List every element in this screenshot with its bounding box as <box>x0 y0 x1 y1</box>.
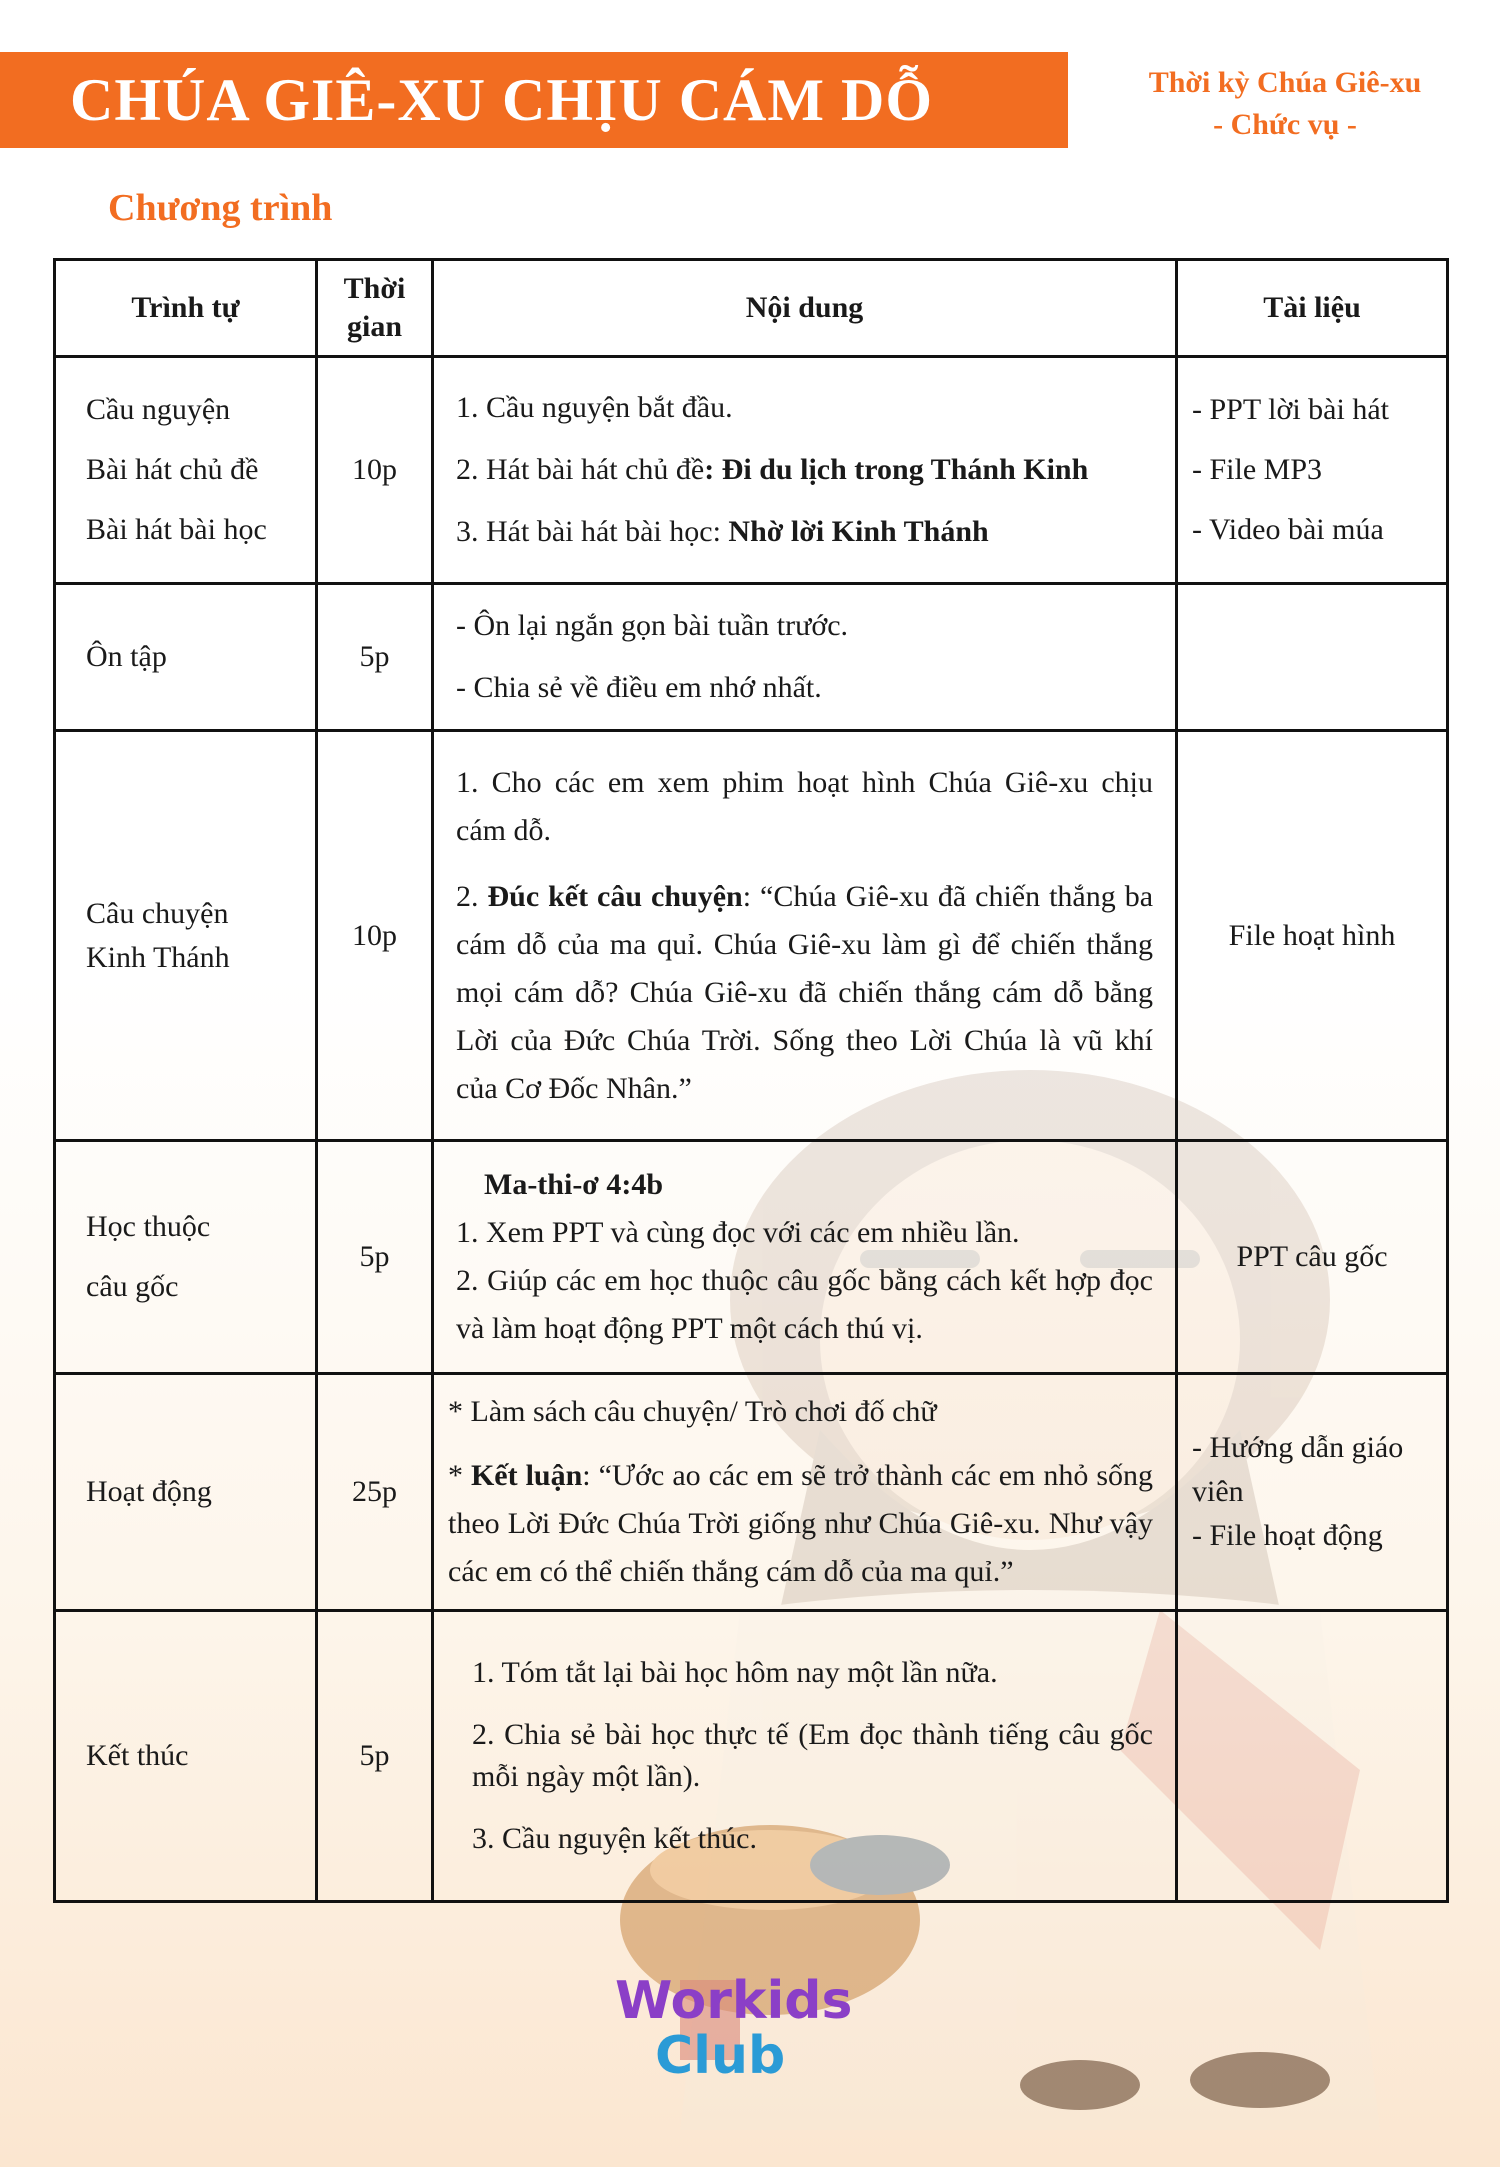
content-cell <box>433 1141 1177 1374</box>
resources-cell <box>1177 357 1448 584</box>
table-row <box>55 1611 1448 1902</box>
order-line: Câu chuyện <box>86 896 229 930</box>
content-text: : “Ước ao các em sẽ trở thành các em nhỏ sống theo Lời Đức Chúa Trời giống như Chúa Giê-xu. Như vậy các em có thể chiến thắng cám dỗ của ma quỉ.” <box>448 1459 1153 1588</box>
order-cell <box>55 357 317 584</box>
content-paragraph: * Làm sách câu chuyện/ Trò chơi đố chữ <box>448 1395 937 1428</box>
resources-cell <box>1177 1611 1448 1902</box>
content-line: - Chia sẻ về điều em nhớ nhất. <box>456 671 822 704</box>
order-line: Bài hát bài học <box>86 513 267 546</box>
order-line: Kết thúc <box>86 1739 189 1772</box>
table-row <box>55 357 1448 584</box>
time-cell: 10p <box>317 731 433 1141</box>
content-bold: Kết luận <box>470 1459 583 1492</box>
order-line: Cầu nguyện <box>86 393 231 426</box>
resources-cell <box>1177 1141 1448 1374</box>
order-line: Ôn tập <box>86 640 167 673</box>
content-line <box>456 439 1153 501</box>
content-paragraph: 2. Chia sẻ bài học thực tế (Em đọc thành tiếng câu gốc mỗi ngày một lần). <box>472 1718 1153 1793</box>
content-cell <box>433 584 1177 731</box>
order-cell <box>55 584 317 731</box>
header-time-text: Thời gian <box>343 272 406 343</box>
content-cell <box>433 731 1177 1141</box>
header-resources: Tài liệu <box>1177 260 1448 357</box>
table-row <box>55 1374 1448 1611</box>
order-line: câu gốc <box>86 1270 179 1303</box>
header-time <box>317 260 433 357</box>
order-cell <box>55 1374 317 1611</box>
table-header-row <box>55 260 1448 357</box>
content-line <box>456 501 1153 563</box>
content-paragraph: 1. Cho các em xem phim hoạt hình Chúa Giê-xu chịu cám dỗ. <box>456 765 1153 847</box>
resource-item: - Video bài múa <box>1192 513 1384 546</box>
content-bold: Đúc kết câu chuyện <box>487 879 743 913</box>
title-banner <box>0 52 1068 148</box>
logo-text-line-1: Workids <box>615 1971 853 2031</box>
content-cell <box>433 1611 1177 1902</box>
content-cell <box>433 357 1177 584</box>
table-row <box>55 1141 1448 1374</box>
section-title: Chương trình <box>108 187 333 229</box>
content-paragraph: 2. Giúp các em học thuộc câu gốc bằng cách kết hợp đọc và làm hoạt động PPT một cách thú vị. <box>456 1264 1153 1345</box>
memory-verse-ref: Ma-thi-ơ 4:4b <box>484 1168 664 1201</box>
series-line-2: - Chức vụ - <box>1213 108 1357 141</box>
time-cell: 5p <box>317 584 433 731</box>
content-text: 2. <box>456 879 488 913</box>
content-paragraph <box>448 1452 1153 1596</box>
order-cell <box>55 731 317 1141</box>
workids-club-logo <box>615 1971 865 2095</box>
content-line: - Ôn lại ngắn gọn bài tuần trước. <box>456 609 849 642</box>
logo-text-line-2: Club <box>655 2026 786 2086</box>
order-line: Bài hát chủ đề <box>86 453 259 486</box>
content-text: 3. Hát bài hát bài học: <box>456 515 729 548</box>
time-cell: 25p <box>317 1374 433 1611</box>
resource-item: - File hoạt động <box>1192 1519 1383 1552</box>
content-paragraph: 3. Cầu nguyện kết thúc. <box>472 1822 757 1855</box>
content-text: : “Chúa Giê-xu đã chiến thắng ba cám dỗ của ma quỉ. Chúa Giê-xu làm gì để chiến thắng mọi cám dỗ? Chúa Giê-xu đã chiến thắng cám dỗ bằng Lời của Đức Chúa Trời. Sống theo Lời Chúa là vũ khí của Cơ Đốc Nhân.” <box>456 879 1154 1105</box>
order-line: Hoạt động <box>86 1475 212 1508</box>
series-label <box>1105 62 1465 146</box>
content-line: 1. Cầu nguyện bắt đầu. <box>456 391 733 424</box>
content-paragraph <box>456 873 1153 1113</box>
resources-cell <box>1177 584 1448 731</box>
content-text: 2. Hát bài hát chủ đề <box>456 453 705 486</box>
order-line: Học thuộc <box>86 1210 211 1243</box>
time-cell: 5p <box>317 1141 433 1374</box>
resources-cell <box>1177 731 1448 1141</box>
resources-cell <box>1177 1374 1448 1611</box>
header-content: Nội dung <box>433 260 1177 357</box>
schedule-table <box>53 258 1449 1903</box>
resource-item: File hoạt hình <box>1228 918 1396 952</box>
table-row <box>55 731 1448 1141</box>
content-cell <box>433 1374 1177 1611</box>
time-cell: 10p <box>317 357 433 584</box>
order-line: Kinh Thánh <box>86 940 230 974</box>
content-paragraph: 1. Tóm tắt lại bài học hôm nay một lần nữa. <box>472 1656 998 1689</box>
resource-item: - PPT lời bài hát <box>1192 393 1389 426</box>
time-cell: 5p <box>317 1611 433 1902</box>
series-line-1: Thời kỳ Chúa Giê-xu <box>1148 66 1422 99</box>
order-cell <box>55 1611 317 1902</box>
content-bold: : Đi du lịch trong Thánh Kinh <box>704 453 1089 486</box>
content-text: * <box>448 1459 471 1492</box>
page-title: CHÚA GIÊ-XU CHỊU CÁM DỖ <box>70 67 933 133</box>
resource-item: - File MP3 <box>1192 453 1323 486</box>
header-order: Trình tự <box>55 260 317 357</box>
order-cell <box>55 1141 317 1374</box>
resource-item: - Hướng dẫn giáo viên <box>1192 1431 1404 1508</box>
content-bold: Nhờ lời Kinh Thánh <box>728 515 989 548</box>
table-row <box>55 584 1448 731</box>
resource-item: PPT câu gốc <box>1236 1240 1388 1273</box>
content-paragraph: 1. Xem PPT và cùng đọc với các em nhiều lần. <box>456 1216 1020 1249</box>
